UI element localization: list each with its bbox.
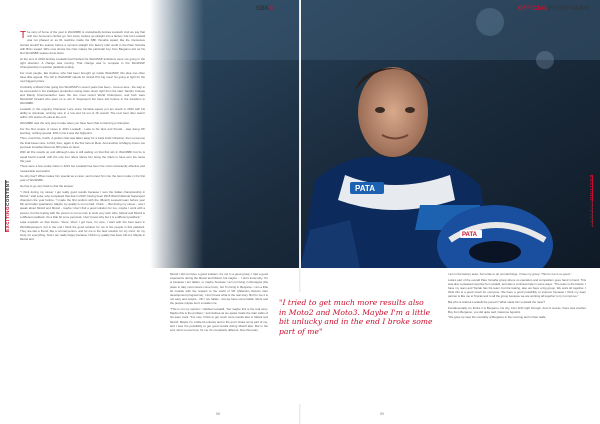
- rider-photo: [150, 0, 600, 268]
- middle-paragraphs: [170, 272, 268, 332]
- side-label-right-part1: EXCITING: [589, 175, 594, 202]
- paragraph: He has to go very back to find the answer.: [20, 184, 74, 188]
- side-label-right-part2: CONTENT: [589, 201, 594, 228]
- sbk-logo: [256, 6, 274, 12]
- paragraph: Loka expands on that theme. "Here, when I got here, for sure, I start with the best team in WorldSupersport, but in the end I think the good solution for me is the people in this paddock. They are like a friend, like a normal person, and for me is the best solution for my mind, for my body, for everything. Now I am really happy because I think my quality has been full out. Maybe in Moto2 and: [20, 220, 145, 242]
- drop-cap: T: [20, 29, 27, 41]
- paragraph: Loka's part of the overall Pata Yamaha group where co-operation and competition goes hand in hand. This was also a pleasant surprise for Locatelli, and also a continual help in some ways. "The team is the basics. I have my team and Toprak has his team, but the feeling, also we have a big group. We work all together. I think this is a good result for everyone. We have a good possibility to improve because I think my team partner is like me to Toprak and to all the group because we are working all together to try to improve.": [448, 277, 586, 299]
- official-programme-header: [518, 6, 591, 12]
- side-label-left-part1: EXCITING: [5, 205, 10, 232]
- side-label-left-part2: CONTENT: [5, 179, 10, 206]
- paragraph: For the first couple of races in 2021 Locatelli - Loka to his fans and friends - was doing OK learning, nothing special. Fifth in his it was the highpoint.: [20, 126, 145, 135]
- article-column-right: [448, 272, 586, 410]
- pull-quote-box: [271, 292, 441, 404]
- rider-photo-illustration: [150, 0, 600, 268]
- paragraph: I am in the factory team, but is like to do normal things, I have my group. This for me is so good.": [448, 272, 572, 276]
- paragraph: Locatelli, in the ongoing Champion Loce since Yamaha squad, put ten wreck in 2020 with his ability to dominate, winning nine in a row and 12 out of 15 overall. The next best rider wasn't within 170 points of Loka at the end.: [20, 107, 145, 120]
- header-programme: PROGRAMME: [548, 6, 591, 12]
- paragraph: "We grew up near the mentality of Bergamo in the morning and in their walls,: [448, 315, 547, 320]
- side-label-left: [5, 180, 10, 232]
- paragraph: Contrarily a Moto2 rider going into WorldSSP in recent years has been - more-or-less - the way to be successful in the intelligent production racing class. Even right from the start, Sandro Cortese and Randy Krummenacher were the two most recent World Champions, and both were Moto2/GP forward who went on to win in Supersport but have lost fortune in the transition to WorldSBK.: [20, 84, 145, 106]
- paragraph: Moto3 I did not have a good solution. It's not in a good group. I had a good experience during the Moto2 and Moto3, but maybe ... I don't know why. If it is because I am Italian, or maybe because I am not living in Romagna (the place in Italy most racers come from), but I'm living in Bergamo. I am a little bit outside with the respect to the world of VR (Valentino Rossi's rider development programme). I don't know what is the real story. But for me it is not easy and maybe - OK I am Italian - but we have some Italian riders and the people maybe don't consider me.: [170, 272, 268, 306]
- logo-mark: ®: [269, 6, 274, 12]
- pull-quote: "I tried to get much more results also in Moto2 and Moto3. Maybe I'm a little bit unlucky and in the end I broke some part of me": [279, 298, 433, 336]
- header-official: OFFICIAL: [518, 6, 549, 12]
- paragraph: For most people, like Andrea, who had been brought up inside WorldSSP, this idea can often have little appeal. The GP in WorldSSP stands for Grand Prix big ones! So going to fight for the next biggest prizes.: [20, 70, 145, 84]
- paragraph: Then, round five, fourth. A podium that was taken away for a track limits infraction, then a real one the final Assen race. A third, then, again in the first race at Most. And another at Magny-Cours. He just beat Jonathan Rea into fifth place at Jerez.: [20, 136, 145, 149]
- paragraph: With all this results up and although Loka is still waiting on that first win in WorldSBK but he is equal fourth overall, with the only four riders above him being the riders to have won the races this year.: [20, 150, 145, 163]
- article-column-middle: [170, 272, 268, 410]
- paragraph: "I think during my career I got really good results because I won the Italian championship in Moto3," said Loka, who completed that feat in 2015, having been 2015 World National Supersport champion the year before. "I made the first podium with the (Moto3) Leopard team before year Mir and Fabio Quartararo. Maybe my quality is not so bad, I think. ... But during my career - now I speak about Moto3 and Moto2 - maybe I don't find a good solution for me, maybe I work with a person, but the feeling with the person is not so nice to work very well. Also, Moto2 and Moto3 is a different paddock. It's a little bit more personal, I don't know why but it is a different paddock.": [20, 189, 145, 219]
- logo-text: SBK: [256, 6, 270, 12]
- paragraph: Fundamentally, he thinks it is Bergamo, his city, from birth right through. And of course, there was another Boy from Bergamo, you did quite well, Giacomo Agostini.: [448, 305, 586, 314]
- paragraph: he story of home of the year in WorldSBK is undoubtedly Andrea Locatelli. And we say that with two homeruns clichés go. Not many rookies go straight into a factory ride but Locatelli was not phased on as #1 machine inside the SBK Yamaha squad, like the impressive Garrett Gerloff the season before a moment straight into factory rider world in the Pata Yamaha with Brixx squad. Who now shows the rider makes the particular boy from Bergamo tick as his first WorldSBK season drew down.: [20, 30, 145, 56]
- paragraph: WorldSBK was the only step to take when you have been that convincing a champion.: [20, 121, 131, 126]
- paragraph: But who is Andrea Locatelli the person? What made him Locatelli the racer?: [448, 300, 546, 304]
- right-paragraphs: [448, 272, 586, 320]
- left-paragraphs: [20, 30, 145, 241]
- paragraph: At the end of 2019 Andrea Locatelli had finished his WorldSSP ambitions were not going in the right direction. A change was coming. That change was to compete in the WorldSSP Championship in another paddock entirely.: [20, 56, 145, 70]
- article-column-left: [20, 30, 145, 410]
- paragraph: So why has? What makes him special as a racer, and turned him into the best rookie in his first year of WorldSBK.: [20, 174, 145, 183]
- paragraph: There were a few rookie riders in 2021 but Locatelli has been the most consistently effective and measurable successful.: [20, 164, 145, 173]
- paragraph: "This is not my opinion," clarified Locatelli, "but maybe this is the real story. Maybe this is the problem," and Andrea as we spoke inside the rider cabin of his team truck. "For sure I think to get much more results also in Moto2 and Moto3. Maybe I'm a little bit unlucky and in the end I broke some part of me, and I lose the possibility to get good results during Moto3 also. But in the end, when a new here, for me it's completely different. Also this team,: [170, 307, 268, 333]
- side-label-right: [589, 175, 594, 227]
- page-number-left: 58: [216, 412, 220, 416]
- page-number-right: 59: [380, 412, 384, 416]
